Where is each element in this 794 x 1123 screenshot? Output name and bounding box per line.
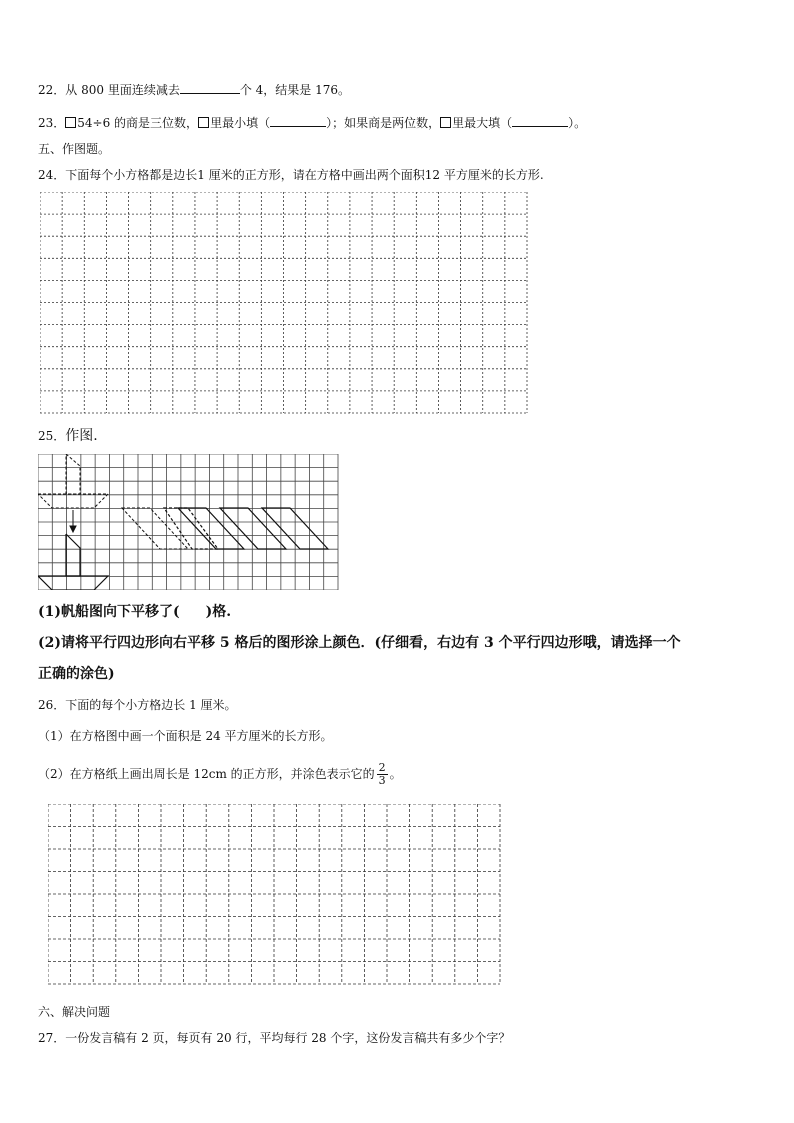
question-text: (1)帆船图向下平移了( xyxy=(38,604,180,620)
square-box-icon xyxy=(65,117,76,128)
question-text: ）；如果商是两位数， xyxy=(326,116,441,130)
question-26-1: （1）在方格图中画一个面积是 24 平方厘米的长方形。 xyxy=(38,729,333,743)
question-25-2-line2: 正确的涂色) xyxy=(38,666,115,682)
question-26 xyxy=(38,697,237,713)
question-text: 作图. xyxy=(65,428,98,444)
question-number: 25． xyxy=(38,429,66,443)
grid-drawing-q25[interactable] xyxy=(38,454,340,590)
answer-blank[interactable] xyxy=(512,115,568,127)
question-number: 26． xyxy=(38,698,66,712)
question-number: 23． xyxy=(38,116,66,130)
question-23 xyxy=(38,115,586,131)
question-text: 里最小填（ xyxy=(210,116,271,130)
answer-blank[interactable] xyxy=(270,115,326,127)
answer-blank[interactable] xyxy=(180,82,240,94)
square-box-icon xyxy=(440,117,451,128)
fraction-denominator: 3 xyxy=(378,774,386,787)
square-box-icon xyxy=(198,117,209,128)
question-text: ）。 xyxy=(568,116,587,130)
question-text: 一份发言稿有 2 页，每页有 20 行，平均每行 28 个字，这份发言稿共有多少个字？ xyxy=(65,1031,511,1045)
arrow-down-icon xyxy=(70,510,76,532)
question-25-1 xyxy=(38,602,231,622)
question-24 xyxy=(38,167,544,183)
question-number: 22． xyxy=(38,83,66,97)
section-heading-6: 六、解决问题 xyxy=(38,1005,111,1019)
question-number: 24． xyxy=(38,168,66,182)
question-25 xyxy=(38,428,98,444)
grid-paper-q24[interactable] xyxy=(40,192,528,414)
question-text: 54÷6 的商是三位数， xyxy=(77,116,199,130)
question-text: 从 800 里面连续减去 xyxy=(65,83,180,97)
question-27 xyxy=(38,1030,510,1046)
fraction-numerator: 2 xyxy=(378,761,386,774)
question-text: 下面的每个小方格边长 1 厘米。 xyxy=(65,698,237,712)
question-text: 。 xyxy=(389,767,402,781)
fraction xyxy=(377,762,388,787)
question-text: （2）在方格纸上画出周长是 12cm 的正方形，并涂色表示它的 xyxy=(38,767,375,781)
section-heading-5: 五、作图题。 xyxy=(38,142,111,156)
question-text: 下面每个小方格都是边长1 厘米的正方形，请在方格中画出两个面积12 平方厘米的长方形. xyxy=(65,168,544,182)
question-22 xyxy=(38,82,350,98)
question-text: 里最大填（ xyxy=(452,116,513,130)
question-26-2 xyxy=(38,762,402,787)
question-25-2-line1: (2)请将平行四边形向右平移 5 格后的图形涂上颜色．(仔细看，右边有 3 个平行四边形哦，请选择一个 xyxy=(38,635,681,651)
question-text: 个 4，结果是 176。 xyxy=(239,83,350,97)
question-number: 27． xyxy=(38,1031,66,1045)
grid-paper-q26[interactable] xyxy=(48,804,502,986)
sailboat-translated xyxy=(38,534,108,590)
parallelogram-candidates xyxy=(164,508,328,549)
question-text: )格. xyxy=(205,604,232,620)
